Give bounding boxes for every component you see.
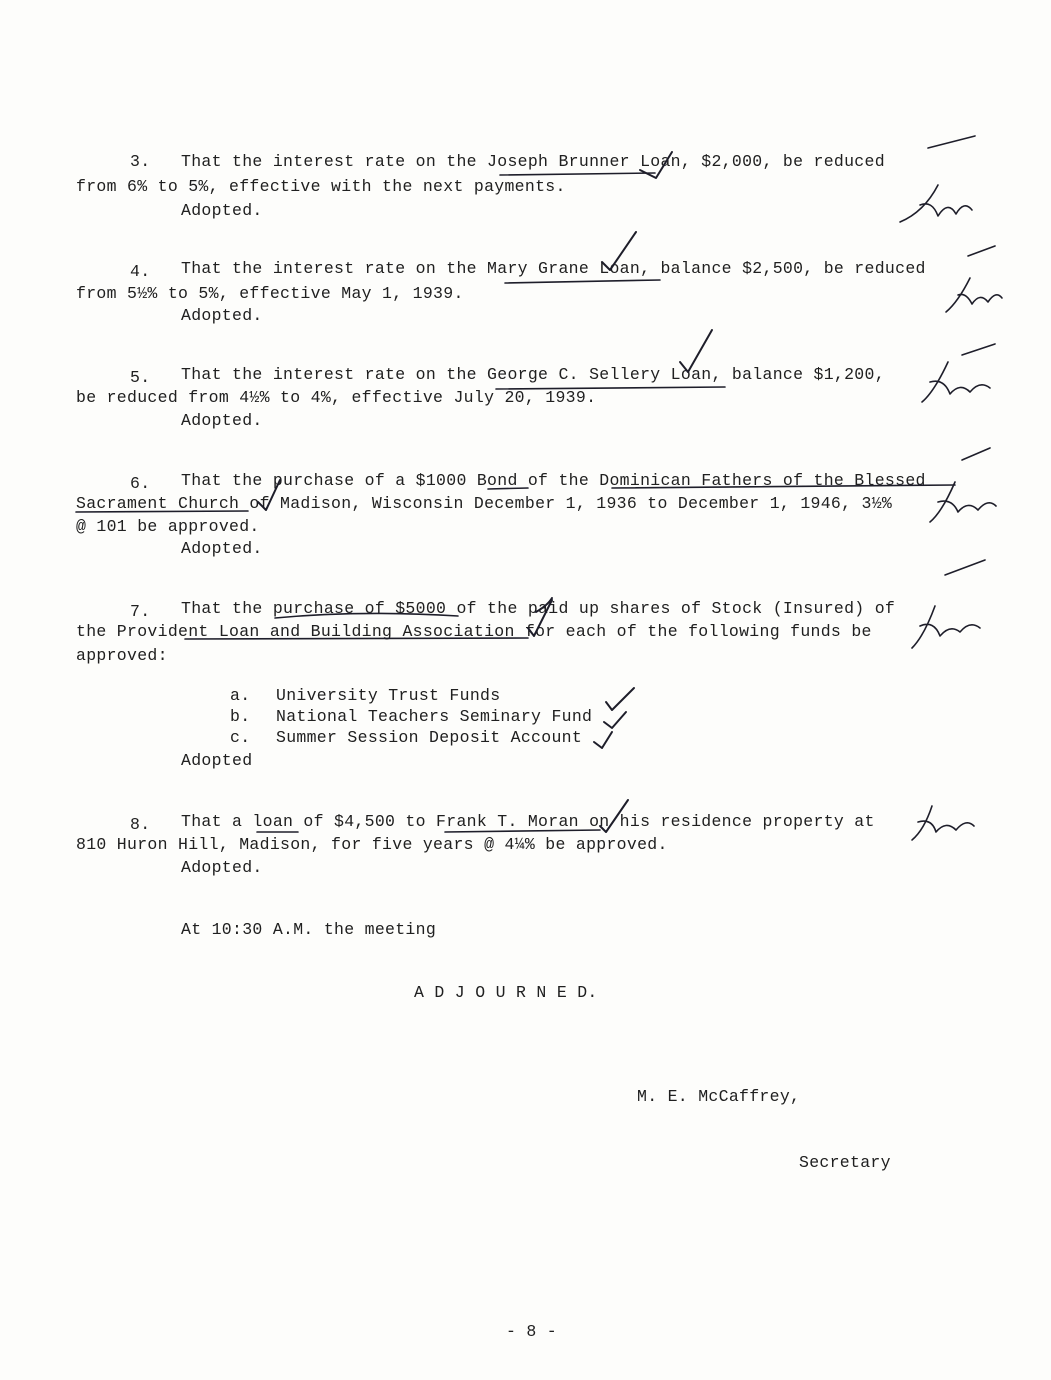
- margin-stroke: [962, 344, 995, 355]
- margin-initials-mark: [900, 185, 972, 222]
- subitem-b-letter: b.: [230, 707, 251, 726]
- subitem-c-letter: c.: [230, 728, 251, 747]
- underline-mark: [505, 280, 660, 283]
- item-8-status: Adopted.: [181, 858, 263, 877]
- underline-mark: [500, 173, 655, 175]
- item-8-line-2: 810 Huron Hill, Madison, for five years @ 4¼% be approved.: [76, 835, 668, 854]
- subitem-b-text: National Teachers Seminary Fund: [276, 707, 593, 726]
- item-3-number: 3.: [130, 152, 151, 171]
- item-7-number: 7.: [130, 602, 151, 621]
- check-mark: [604, 712, 626, 728]
- item-6-line-1: That the purchase of a $1000 Bond of the Dominican Fathers of the Blessed: [181, 471, 926, 490]
- subitem-c-text: Summer Session Deposit Account: [276, 728, 583, 747]
- margin-stroke: [928, 136, 975, 148]
- item-6-number: 6.: [130, 474, 151, 493]
- item-3-line-2: from 6% to 5%, effective with the next payments.: [76, 177, 566, 196]
- item-5-line-2: be reduced from 4½% to 4%, effective July 20, 1939.: [76, 388, 597, 407]
- item-6-line-3: @ 101 be approved.: [76, 517, 260, 536]
- check-mark: [594, 732, 612, 748]
- item-7-line-3: approved:: [76, 646, 168, 665]
- item-6-line-2: Sacrament Church of Madison, Wisconsin December 1, 1936 to December 1, 1946, 3½%: [76, 494, 893, 513]
- item-8-number: 8.: [130, 815, 151, 834]
- margin-initials-mark: [930, 482, 996, 522]
- margin-stroke: [962, 448, 990, 460]
- item-4-line-2: from 5½% to 5%, effective May 1, 1939.: [76, 284, 464, 303]
- closing-text: At 10:30 A.M. the meeting: [181, 920, 437, 939]
- item-8-line-1: That a loan of $4,500 to Frank T. Moran on his residence property at: [181, 812, 875, 831]
- subitem-a-letter: a.: [230, 686, 251, 705]
- item-5-status: Adopted.: [181, 411, 263, 430]
- page-number: - 8 -: [506, 1322, 558, 1341]
- item-4-number: 4.: [130, 262, 151, 281]
- check-mark: [606, 688, 634, 710]
- item-4-line-1: That the interest rate on the Mary Grane Loan, balance $2,500, be reduced: [181, 259, 926, 278]
- item-3-status: Adopted.: [181, 201, 263, 220]
- item-6-status: Adopted.: [181, 539, 263, 558]
- item-7-status: Adopted: [181, 751, 253, 770]
- adjourned-heading: A D J O U R N E D.: [414, 983, 598, 1002]
- margin-initials-mark: [922, 362, 990, 402]
- margin-stroke: [945, 560, 985, 575]
- item-4-status: Adopted.: [181, 306, 263, 325]
- margin-initials-mark: [912, 606, 980, 648]
- item-7-line-1: That the purchase of $5000 of the paid up shares of Stock (Insured) of: [181, 599, 896, 618]
- signature-title: Secretary: [799, 1153, 891, 1172]
- margin-initials-mark: [946, 278, 1002, 312]
- item-7-line-2: the Provident Loan and Building Association for each of the following funds be: [76, 622, 872, 641]
- item-5-number: 5.: [130, 368, 151, 387]
- signature-name: M. E. McCaffrey,: [637, 1087, 801, 1106]
- margin-stroke: [968, 246, 995, 256]
- margin-initials-mark: [912, 806, 974, 840]
- item-5-line-1: That the interest rate on the George C. Sellery Loan, balance $1,200,: [181, 365, 885, 384]
- item-3-line-1: That the interest rate on the Joseph Brunner Loan, $2,000, be reduced: [181, 152, 885, 171]
- subitem-a-text: University Trust Funds: [276, 686, 501, 705]
